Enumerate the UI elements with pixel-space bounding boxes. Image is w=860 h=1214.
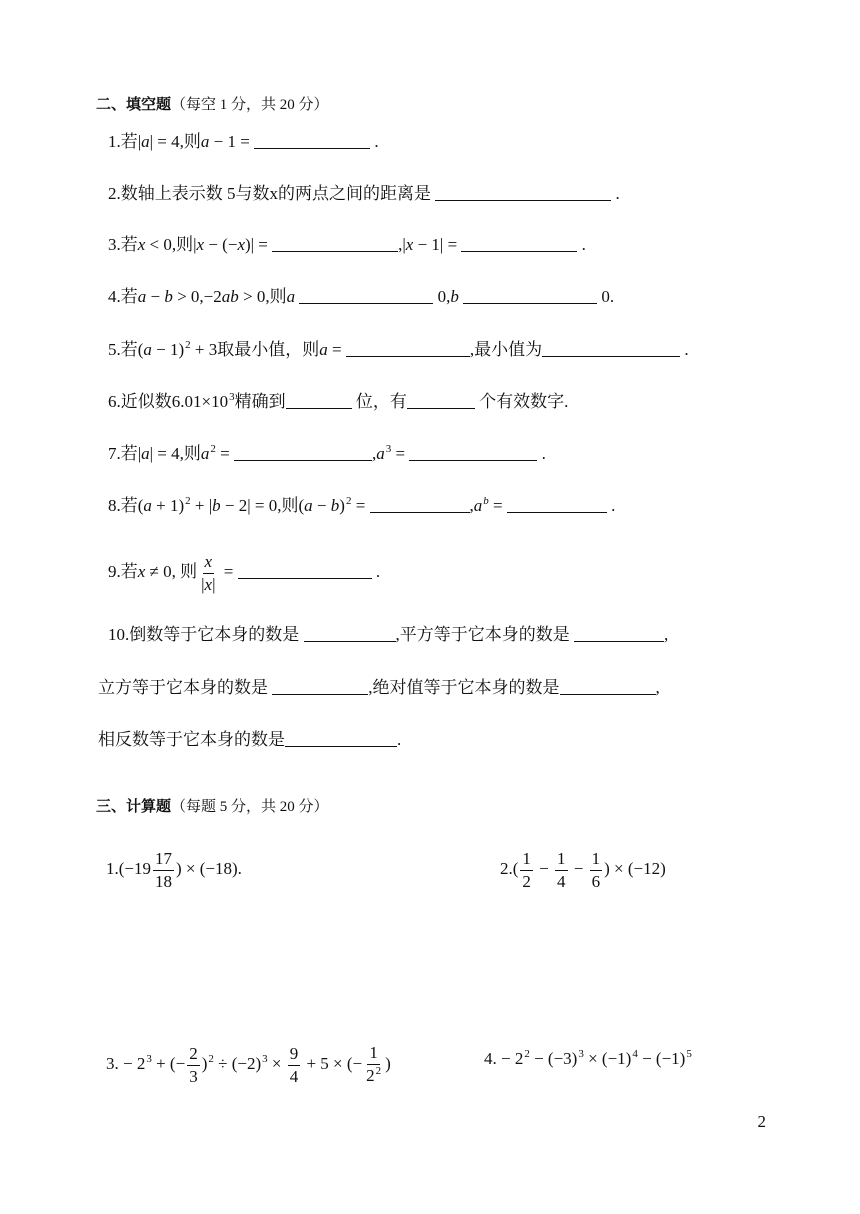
q5-tail2: ,最小值为 (469, 340, 543, 359)
q3-number: 3. (108, 235, 121, 254)
q2-blank[interactable] (435, 183, 611, 201)
q10-blank-4[interactable] (560, 677, 656, 695)
q6-end: 个有效数字. (479, 392, 569, 411)
section3-title: 三、计算题 (96, 797, 172, 815)
q5-blank-2[interactable] (542, 339, 680, 357)
q9-lead: 若 (120, 562, 138, 581)
calc-3: 3. − $2^3$ + (− $\frac{2}{3}$ )$^2 \div (-2)^3$ × $\frac{9}{4}$ + 5 × (− $\frac{1}{2^2}$ ) (106, 1042, 391, 1086)
q6-exponent: 3 (229, 391, 235, 403)
section2-note: （每空 1 分，共 20 分） (171, 97, 329, 113)
q10-text-a: 倒数等于它本身的数是 (129, 625, 300, 644)
calc-1: 1.(−19 $\frac{17}{18}$ ) × (−18). (106, 848, 242, 891)
q6-blank-1[interactable] (286, 391, 352, 409)
q1-lead: 若 (120, 132, 138, 151)
q10-text-d: ,绝对值等于它本身的数是 (368, 678, 560, 697)
q10-blank-3[interactable] (272, 677, 368, 695)
calc-2: 2.( $\frac{1}{2}$ − $\frac{1}{4}$ − $\frac{1}{6}$ ) × (−12) (500, 848, 666, 891)
q5-blank-1[interactable] (346, 339, 470, 357)
q6-lead: 近似数6.01×10 (120, 392, 229, 411)
q10-text-b: ,平方等于它本身的数是 (395, 625, 570, 644)
q7-number: 7. (108, 444, 121, 463)
q7-blank-1[interactable] (234, 443, 372, 461)
q8-number: 8. (108, 496, 121, 515)
q9-fraction: $\frac{x}{|x|}$ (201, 551, 216, 594)
q4-blank-2[interactable] (463, 286, 597, 304)
section3-header (96, 794, 329, 819)
q9-blank[interactable] (238, 561, 372, 579)
q8-blank-1[interactable] (370, 495, 470, 513)
question-10-line3: 相反数等于它本身的数是 . (98, 730, 402, 749)
q10-blank-1[interactable] (304, 624, 396, 642)
question-10-line2: 立方等于它本身的数是 ,绝对值等于它本身的数是 , (98, 678, 660, 697)
q5-tail1: 取最小值，则 (217, 340, 320, 359)
q3-blank-1[interactable] (272, 234, 398, 252)
q8-lead: 若 (120, 496, 138, 515)
q4-number: 4. (108, 287, 121, 306)
q10-blank-5[interactable] (285, 729, 397, 747)
question-10-line1: 10.倒数等于它本身的数是 ,平方等于它本身的数是 , (108, 625, 669, 644)
section2-title: 二、填空题 (96, 95, 172, 113)
question-1: 1.若|a| = 4,则a − 1 = . (108, 132, 379, 151)
q5-number: 5. (108, 340, 121, 359)
q8-blank-2[interactable] (507, 495, 607, 513)
section2-header (96, 92, 329, 117)
q1-blank[interactable] (254, 131, 370, 149)
question-4: 4.若a − b > 0,−2ab > 0,则a 0,b 0. (108, 287, 615, 306)
q2-number: 2. (108, 184, 121, 203)
q3-blank-2[interactable] (461, 234, 577, 252)
q10-blank-2[interactable] (574, 624, 664, 642)
question-6 (108, 390, 568, 416)
page-number: 2 (757, 1112, 766, 1131)
q6-number: 6. (108, 392, 121, 411)
q4-lead: 若 (120, 287, 138, 306)
q9-mid: 则 (180, 562, 198, 581)
q7-lead: 若 (120, 444, 138, 463)
q6-mid2: 位，有 (355, 392, 407, 411)
question-5: 5.若$(a - 1)^2 + 3$取最小值，则a = ,最小值为 . (108, 339, 689, 359)
q5-lead: 若 (120, 340, 138, 359)
q10-number: 10. (108, 625, 130, 644)
question-8: 8.若$(a + 1)^2 + |b - 2| = 0$,则$(a - b)^2 = ,a^b$ = . (108, 495, 616, 515)
q10-text-c: 立方等于它本身的数是 (98, 678, 268, 697)
q2-text: 数轴上表示数 5与数x的两点之间的距离是 (120, 184, 431, 203)
q9-number: 9. (108, 562, 121, 581)
question-9: 9.若x ≠ 0, 则 $\frac{x}{|x|}$ = . (108, 551, 381, 594)
q6-blank-2[interactable] (407, 391, 475, 409)
q3-lead: 若 (120, 235, 138, 254)
calc-4: 4. − $2^2 - (-3)^3 \times (-1)^4 - (-1)^5$ (484, 1048, 692, 1068)
q6-mid1: 精确到 (234, 392, 286, 411)
q7-blank-2[interactable] (409, 443, 537, 461)
question-2: 2.数轴上表示数 5与数x的两点之间的距离是 . (108, 184, 620, 203)
section3-note: （每题 5 分，共 20 分） (171, 799, 329, 815)
q10-text-e: 相反数等于它本身的数是 (98, 730, 285, 749)
q4-blank-1[interactable] (299, 286, 433, 304)
question-7: 7.若|a| = 4,则$a^2 = ,a^3$ = . (108, 443, 546, 463)
question-3: 3.若x < 0,则|x − (−x)| = ,|x − 1| = . (108, 235, 586, 254)
q1-number: 1. (108, 132, 121, 151)
